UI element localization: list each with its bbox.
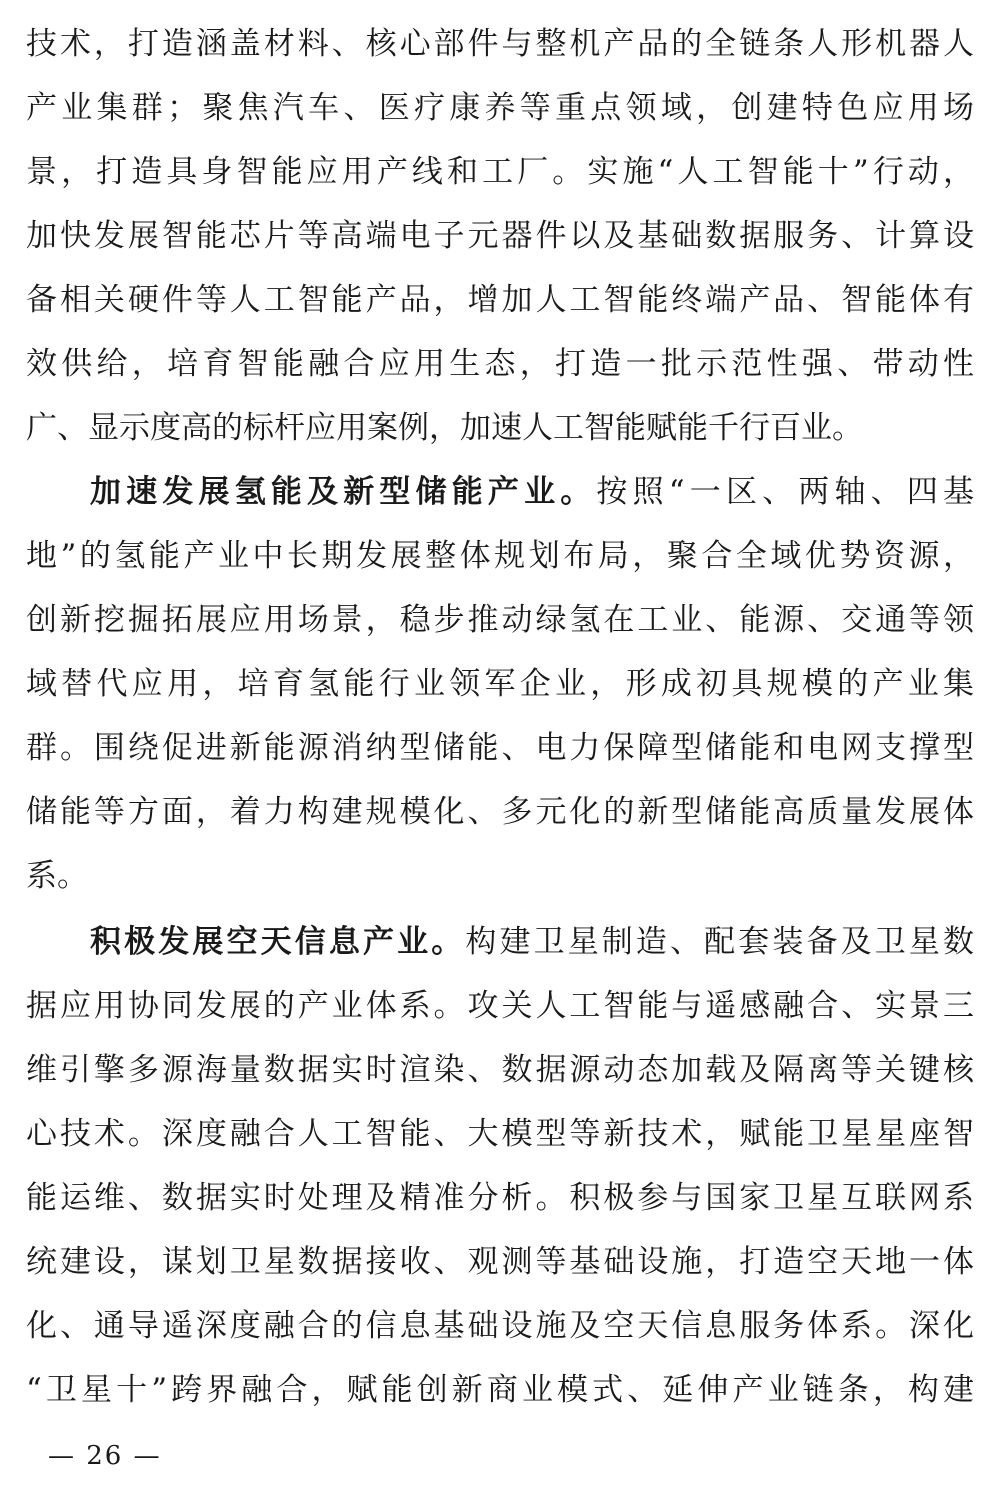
paragraph-heading: 加速发展氢能及新型储能产业。 xyxy=(90,474,597,510)
text-line: 储能等方面，着力构建规模化、多元化的新型储能高质量发展体 xyxy=(26,794,974,830)
text-line: “卫星十”跨界融合，赋能创新商业模式、延伸产业链条，构建 xyxy=(26,1372,974,1408)
text-line: 群。围绕促进新能源消纳型储能、电力保障型储能和电网支撑型 xyxy=(26,730,974,766)
text-line: 统建设，谋划卫星数据接收、观测等基础设施，打造空天地一体 xyxy=(26,1244,974,1280)
paragraph-heading-line xyxy=(26,460,974,524)
text-line: 系。 xyxy=(26,858,88,894)
text-line: 效供给，培育智能融合应用生态，打造一批示范性强、带动性 xyxy=(26,346,974,382)
text-line: 维引擎多源海量数据实时渲染、数据源动态加载及隔离等关键核 xyxy=(26,1052,974,1088)
text-line: 广、显示度高的标杆应用案例，加速人工智能赋能千行百业。 xyxy=(26,410,863,446)
paragraph-heading: 积极发展空天信息产业。 xyxy=(90,924,466,960)
text-line: 加快发展智能芯片等高端电子元器件以及基础数据服务、计算设 xyxy=(26,218,974,254)
text-line: 地”的氢能产业中长期发展整体规划布局，聚合全域优势资源， xyxy=(26,538,974,574)
text-line: 景，打造具身智能应用产线和工厂。实施“人工智能十”行动， xyxy=(26,154,974,190)
paragraph-heading-line xyxy=(26,910,974,974)
text-line: 能运维、数据实时处理及精准分析。积极参与国家卫星互联网系 xyxy=(26,1180,974,1216)
text-line: 域替代应用，培育氢能行业领军企业，形成初具规模的产业集 xyxy=(26,666,974,702)
text-line: 产业集群；聚焦汽车、医疗康养等重点领域，创建特色应用场 xyxy=(26,90,974,126)
text-span: 构建卫星制造、配套装备及卫星数 xyxy=(465,924,975,960)
text-line: 化、通导遥深度融合的信息基础设施及空天信息服务体系。深化 xyxy=(26,1308,974,1344)
text-line: 心技术。深度融合人工智能、大模型等新技术，赋能卫星星座智 xyxy=(26,1116,974,1152)
text-line: 技术，打造涵盖材料、核心部件与整机产品的全链条人形机器人 xyxy=(26,26,974,62)
text-line: 备相关硬件等人工智能产品，增加人工智能终端产品、智能体有 xyxy=(26,282,974,318)
text-line: 创新挖掘拓展应用场景，稳步推动绿氢在工业、能源、交通等领 xyxy=(26,602,974,638)
text-line: 据应用协同发展的产业体系。攻关人工智能与遥感融合、实景三 xyxy=(26,988,974,1024)
text-span: 按照“一区、两轴、四基 xyxy=(596,474,974,510)
page-number: — 26 — xyxy=(48,1441,162,1471)
